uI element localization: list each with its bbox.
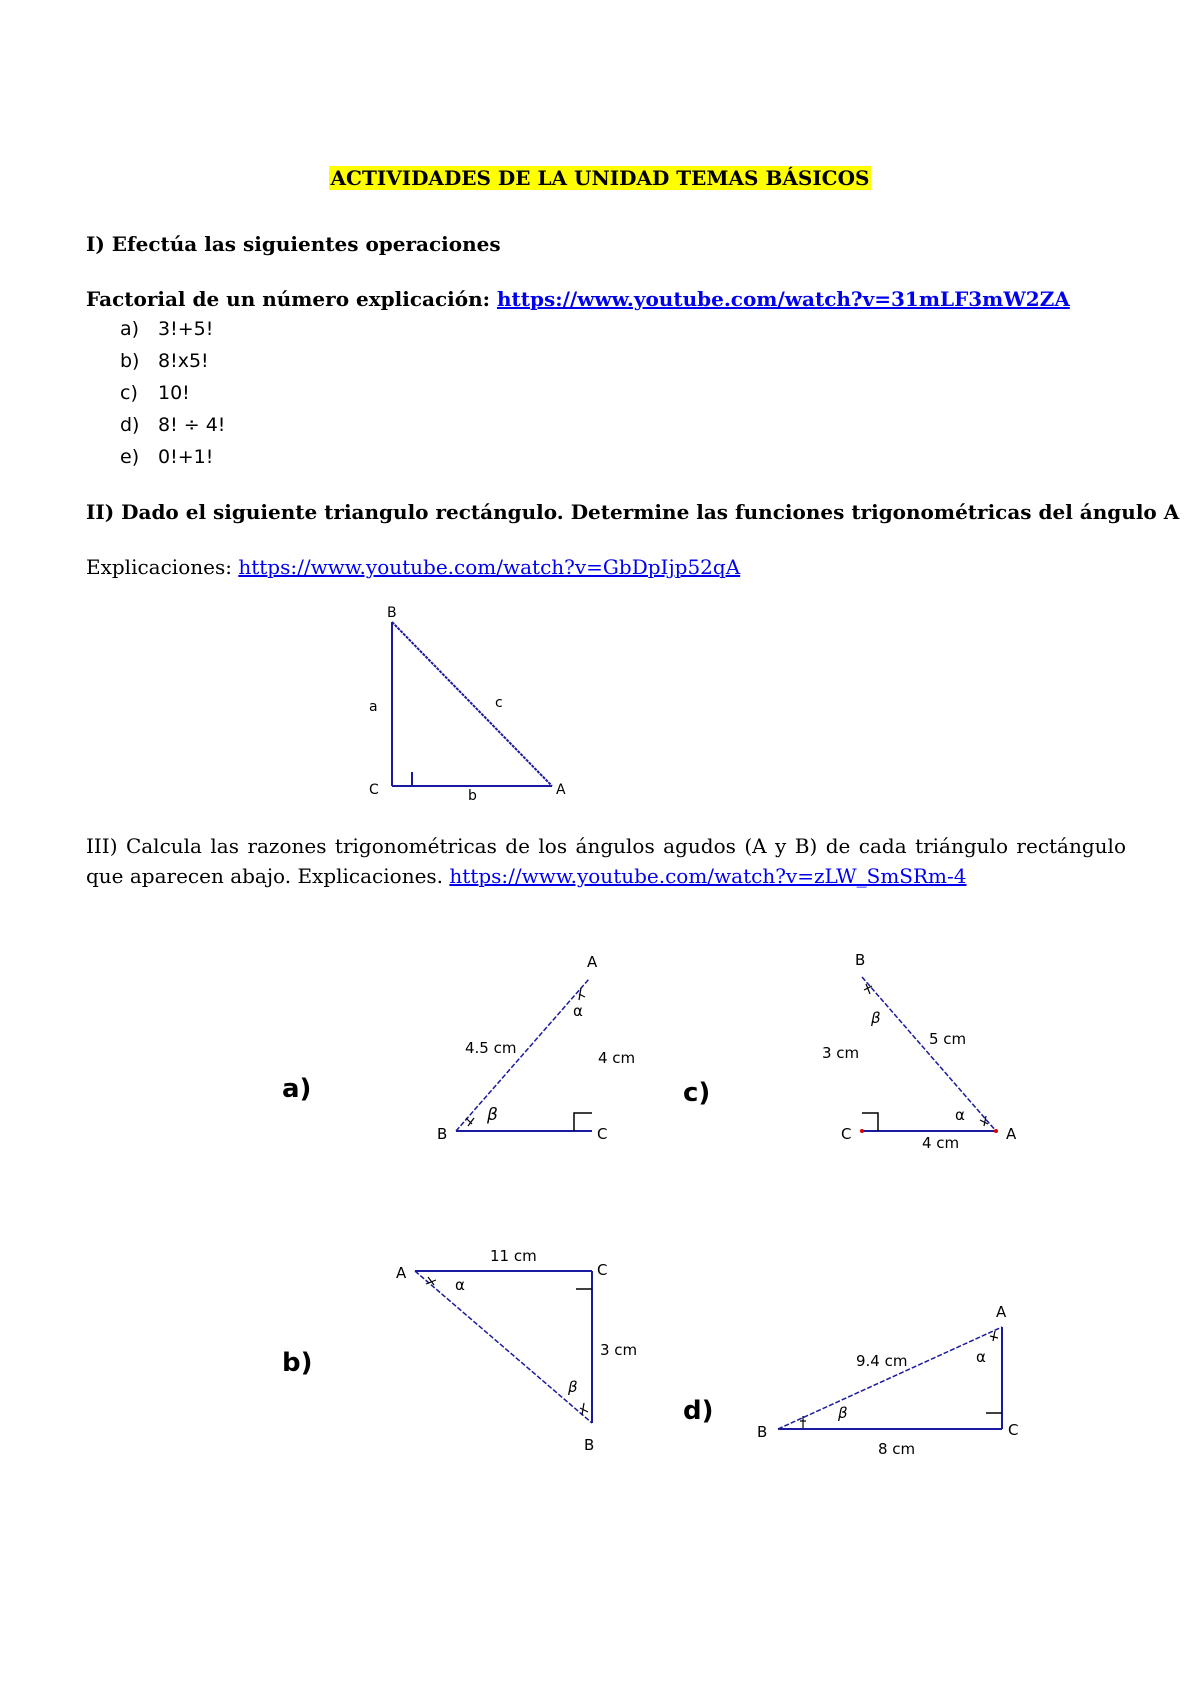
list-item-letter: c) xyxy=(120,382,138,404)
triangle-b-alpha: α xyxy=(455,1276,465,1294)
list-item-text: 0!+1! xyxy=(158,446,214,468)
triangle-a-right-angle xyxy=(574,1113,592,1131)
triangle-c-vertex-B: B xyxy=(855,951,866,969)
list-item-text: 8!x5! xyxy=(158,350,209,372)
triangle-d-alpha: α xyxy=(976,1348,986,1366)
side-label-b: b xyxy=(468,788,477,804)
list-item-letter: a) xyxy=(120,318,140,340)
triangle-c-side-label: 3 cm xyxy=(822,1044,860,1062)
triangle-c-alpha: α xyxy=(955,1106,965,1124)
label-b: b) xyxy=(282,1348,313,1378)
section-3-video-link[interactable]: https://www.youtube.com/watch?v=zLW_SmSRm-4 xyxy=(449,864,967,888)
section-3-paragraph xyxy=(86,831,1126,891)
triangle-d xyxy=(757,1303,1018,1458)
triangle-c-right-angle xyxy=(862,1113,878,1131)
triangle-b xyxy=(396,1247,637,1454)
section-2-heading: II) Dado el siguiente triangulo rectángulo. Determine las funciones trigonométricas del ángulo A xyxy=(86,500,1180,524)
label-a: a) xyxy=(282,1074,312,1104)
vertex-label-C: C xyxy=(369,782,379,798)
triangle-c-vertex-C: C xyxy=(841,1125,852,1143)
triangle-c-point-A xyxy=(994,1129,998,1133)
side-label-c: c xyxy=(495,695,503,711)
vertex-label-A: A xyxy=(556,782,566,798)
page-title-text: ACTIVIDADES DE LA UNIDAD TEMAS BÁSICOS xyxy=(330,166,870,190)
triangle-d-vertex-B: B xyxy=(757,1423,768,1441)
triangle-d-bottom-label: 8 cm xyxy=(878,1440,916,1458)
triangle-c-vertex-A: A xyxy=(1006,1125,1017,1143)
triangle-b-top-label: 11 cm xyxy=(490,1247,537,1265)
section-2-triangle xyxy=(369,605,566,804)
triangle-a-vertex-A: A xyxy=(587,953,598,971)
list-item-text: 3!+5! xyxy=(158,318,214,340)
vertex-label-B: B xyxy=(387,605,397,621)
side-label-a: a xyxy=(369,699,378,715)
triangle-c-beta: β xyxy=(871,1009,881,1027)
triangle-side-c xyxy=(392,622,552,786)
triangle-a-hyp-label: 4.5 cm xyxy=(465,1039,517,1057)
triangle-c-hyp-label: 5 cm xyxy=(929,1030,967,1048)
label-c: c) xyxy=(683,1078,711,1108)
triangle-a-tick-B xyxy=(466,1118,474,1126)
label-d: d) xyxy=(683,1396,714,1426)
factorial-video-link[interactable]: https://www.youtube.com/watch?v=31mLF3mW2ZA xyxy=(496,287,1070,311)
section-3-text: III) Calcula las razones trigonométricas de los ángulos agudos (A y B) de cada triángulo rectángulo que aparecen abajo. Explicaciones. xyxy=(86,834,1126,888)
triangle-b-vertex-B: B xyxy=(584,1436,595,1454)
triangle-b-vertex-C: C xyxy=(597,1261,608,1279)
triangle-a-vertex-B: B xyxy=(437,1125,448,1143)
explanations-label: Explicaciones: xyxy=(86,555,232,579)
triangle-c-point-C xyxy=(860,1129,864,1133)
list-item-letter: e) xyxy=(120,446,140,468)
triangle-b-vertex-A: A xyxy=(396,1264,407,1282)
list-item-text: 10! xyxy=(158,382,190,404)
triangle-d-beta: β xyxy=(838,1404,848,1422)
triangle-d-vertex-C: C xyxy=(1008,1421,1019,1439)
triangle-a-vertex-C: C xyxy=(597,1125,608,1143)
triangle-d-hyp-label: 9.4 cm xyxy=(856,1352,908,1370)
triangle-c xyxy=(822,951,1017,1152)
section-1-heading: I) Efectúa las siguientes operaciones xyxy=(86,232,501,256)
triangle-a xyxy=(437,953,635,1143)
triangle-b-beta: β xyxy=(568,1378,578,1396)
triangle-b-hyp xyxy=(415,1271,592,1423)
triangle-c-bottom-label: 4 cm xyxy=(922,1134,960,1152)
triangle-a-alpha: α xyxy=(573,1002,583,1020)
triangle-a-side-label: 4 cm xyxy=(598,1049,636,1067)
factorial-label: Factorial de un número explicación: xyxy=(86,287,491,311)
list-item-text: 8! ÷ 4! xyxy=(158,414,226,436)
triangle-a-beta: β xyxy=(487,1105,498,1125)
triangle-c-hyp xyxy=(862,977,996,1131)
triangle-c-tick-B xyxy=(864,984,872,994)
list-item-letter: d) xyxy=(120,414,140,436)
triangle-a-tick-A xyxy=(579,988,585,1000)
triangle-d-hyp xyxy=(778,1327,1002,1429)
triangle-b-side-label: 3 cm xyxy=(600,1341,638,1359)
triangle-d-vertex-A: A xyxy=(996,1303,1007,1321)
explanations-video-link[interactable]: https://www.youtube.com/watch?v=GbDpIjp52qA xyxy=(238,555,741,579)
list-item-letter: b) xyxy=(120,350,140,372)
